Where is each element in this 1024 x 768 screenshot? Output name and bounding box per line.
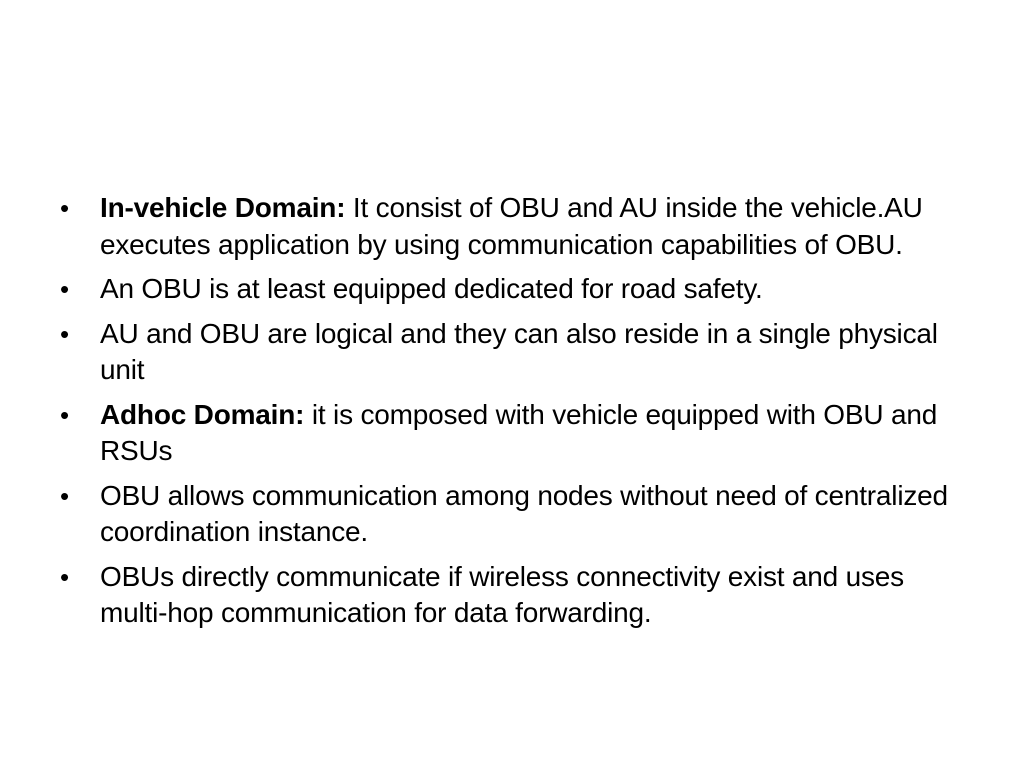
bullet-heading: In-vehicle Domain:: [100, 192, 346, 223]
bullet-text: An OBU is at least equipped dedicated for road safety.: [100, 273, 763, 304]
bullet-item-obu-road-safety: [60, 271, 960, 308]
bullet-icon: •: [60, 274, 69, 304]
bullet-icon: •: [60, 480, 69, 511]
bullet-item-in-vehicle-domain: [60, 190, 960, 263]
bullet-item-adhoc-domain: [60, 397, 960, 470]
bullet-text: OBU allows communication among nodes without need of centralized coordination instance.: [100, 479, 948, 547]
bullet-item-au-obu-logical: [60, 316, 960, 389]
bullet-text: It consist of OBU and AU inside the vehicle.AU executes application by using communication capabilities of OBU.: [100, 192, 923, 260]
bullet-item-obu-communication: [60, 478, 960, 551]
bullet-icon: •: [60, 399, 69, 430]
bullet-text: it is composed with vehicle equipped with OBU and RSUs: [100, 398, 938, 466]
bullet-heading: Adhoc Domain:: [100, 398, 305, 430]
bullet-icon: •: [60, 193, 69, 223]
bullet-icon: •: [60, 318, 69, 349]
bullet-icon: •: [60, 561, 69, 592]
bullet-item-obus-direct: [60, 559, 960, 632]
bullet-text: OBUs directly communicate if wireless connectivity exist and uses multi-hop communication for data forwarding.: [100, 560, 904, 628]
bullet-list: [60, 190, 960, 640]
bullet-text: AU and OBU are logical and they can also reside in a single physical unit: [100, 317, 938, 385]
